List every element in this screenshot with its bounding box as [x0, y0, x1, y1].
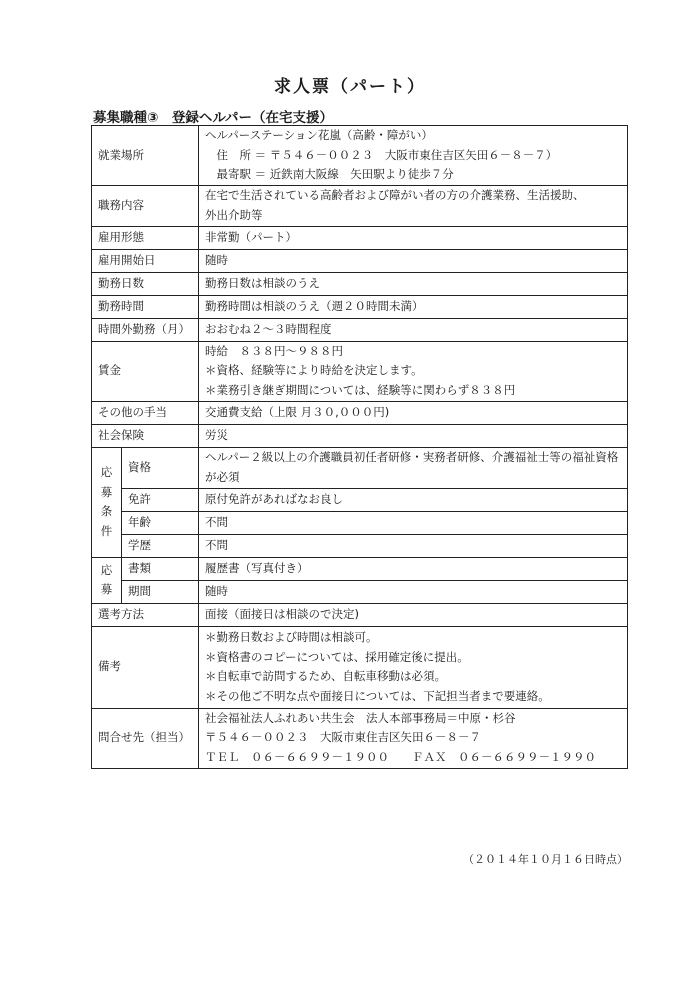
contact-label: 問合せ先（担当）: [92, 708, 199, 768]
selection-value: 面接（面接日は相談ので決定): [199, 603, 628, 626]
workplace-label: 就業場所: [92, 126, 199, 186]
row-license: [92, 488, 628, 511]
documents-value: 履歴書（写真付き）: [199, 557, 628, 580]
conditions-group-label: [92, 447, 122, 557]
row-wage: [92, 341, 628, 401]
remarks-line: ＊勤務日数および時間は相談可。: [205, 630, 378, 644]
work-days-value: 勤務日数は相談のうえ: [199, 272, 628, 295]
work-days-label: 勤務日数: [92, 272, 199, 295]
remarks-value: [199, 626, 628, 708]
conditions-char: 募: [100, 484, 113, 499]
row-duties: [92, 185, 628, 226]
duties-value: [199, 185, 628, 226]
row-documents: [92, 557, 628, 580]
row-age: [92, 511, 628, 534]
row-insurance: [92, 424, 628, 447]
wage-value: [199, 341, 628, 401]
insurance-value: 労災: [199, 424, 628, 447]
license-label: 免許: [122, 488, 199, 511]
row-remarks: [92, 626, 628, 708]
row-workplace: [92, 126, 628, 186]
workplace-value: [199, 126, 628, 186]
application-char: 募: [100, 582, 113, 596]
row-work-days: [92, 272, 628, 295]
age-label: 年齢: [122, 511, 199, 534]
license-value: 原付免許があればなお良し: [199, 488, 628, 511]
qualification-value: [199, 447, 628, 488]
application-group-label: [92, 557, 122, 603]
row-overtime: [92, 318, 628, 341]
row-education: [92, 534, 628, 557]
documents-label: 書類: [122, 557, 199, 580]
contact-line: ＴＥＬ ０６－６６９９－１９００ ＦＡＸ ０６－６６９９－１９９０: [205, 749, 596, 764]
conditions-char: 件: [100, 523, 113, 538]
allowance-value: 交通費支給（上限 月３０,０００円): [199, 401, 628, 424]
selection-label: 選考方法: [92, 603, 199, 626]
duties-label: 職務内容: [92, 185, 199, 226]
allowance-label: その他の手当: [92, 401, 199, 424]
overtime-label: 時間外勤務（月）: [92, 318, 199, 341]
wage-line: ＊業務引き継ぎ期間については、経験等に関わらず８３８円: [205, 382, 516, 397]
start-date-value: 随時: [199, 249, 628, 272]
job-offer-table: [91, 125, 628, 769]
row-qualification: [92, 447, 628, 488]
application-char: 応: [100, 562, 113, 577]
as-of-date: （２０１４年１０月１６日時点）: [463, 853, 628, 866]
row-start-date: [92, 249, 628, 272]
education-label: 学歴: [122, 534, 199, 557]
contact-line: 社会福祉法人ふれあい共生会 法人本部事務局＝中原・杉谷: [205, 710, 516, 725]
employment-type-label: 雇用形態: [92, 226, 199, 249]
row-allowance: [92, 401, 628, 424]
row-employment-type: [92, 226, 628, 249]
overtime-value: おおむね２～３時間程度: [199, 318, 628, 341]
wage-line: 時給 ８３８円～９８８円: [205, 343, 343, 358]
education-value: 不問: [199, 534, 628, 557]
workplace-line: ヘルパーステーション花嵐（高齢・障がい）: [205, 128, 433, 142]
document-title: 求人票（パート）: [274, 77, 426, 97]
work-hours-value: 勤務時間は相談のうえ（週２０時間未満）: [199, 295, 628, 318]
row-selection: [92, 603, 628, 626]
workplace-line: 住 所 ＝ 〒５４６－００２３ 大阪市東住吉区矢田６－８－７）: [205, 147, 558, 162]
age-value: 不問: [199, 511, 628, 534]
row-work-hours: [92, 295, 628, 318]
remarks-label: 備考: [92, 626, 199, 708]
duties-line: 在宅で生活されている高齢者および障がい者の方の介護業務、生活援助、: [205, 188, 585, 202]
remarks-line: ＊その他ご不明な点や面接日については、下記担当者まで要連絡。: [205, 688, 550, 703]
wage-line: ＊資格、経験等により時給を決定します。: [205, 363, 423, 378]
period-value: 随時: [199, 580, 628, 603]
employment-type-value: 非常勤（パート）: [199, 226, 628, 249]
wage-label: 賃金: [92, 341, 199, 401]
qualification-label: 資格: [122, 447, 199, 488]
remarks-line: ＊自転車で訪問するため、自転車移動は必須。: [205, 669, 447, 683]
conditions-char: 応: [100, 465, 113, 479]
job-category-heading: 募集職種③ 登録ヘルパー（在宅支援）: [93, 110, 333, 126]
row-period: [92, 580, 628, 603]
start-date-label: 雇用開始日: [92, 249, 199, 272]
workplace-line: 最寄駅 ＝ 近鉄南大阪線 矢田駅より徒歩７分: [205, 167, 454, 181]
work-hours-label: 勤務時間: [92, 295, 199, 318]
contact-value: [199, 708, 628, 768]
qualification-line: ヘルパー２級以上の介護職員初任者研修・実務者研修、介護福祉士等の福祉資格: [205, 450, 619, 464]
contact-line: 〒５４６－００２３ 大阪市東住吉区矢田６－８－７: [205, 730, 481, 745]
duties-line: 外出介助等: [205, 207, 263, 222]
qualification-line: が必須: [205, 469, 240, 484]
remarks-line: ＊資格書のコピーについては、採用確定後に提出。: [205, 649, 469, 664]
period-label: 期間: [122, 580, 199, 603]
insurance-label: 社会保険: [92, 424, 199, 447]
row-contact: [92, 708, 628, 768]
conditions-char: 条: [100, 504, 113, 518]
